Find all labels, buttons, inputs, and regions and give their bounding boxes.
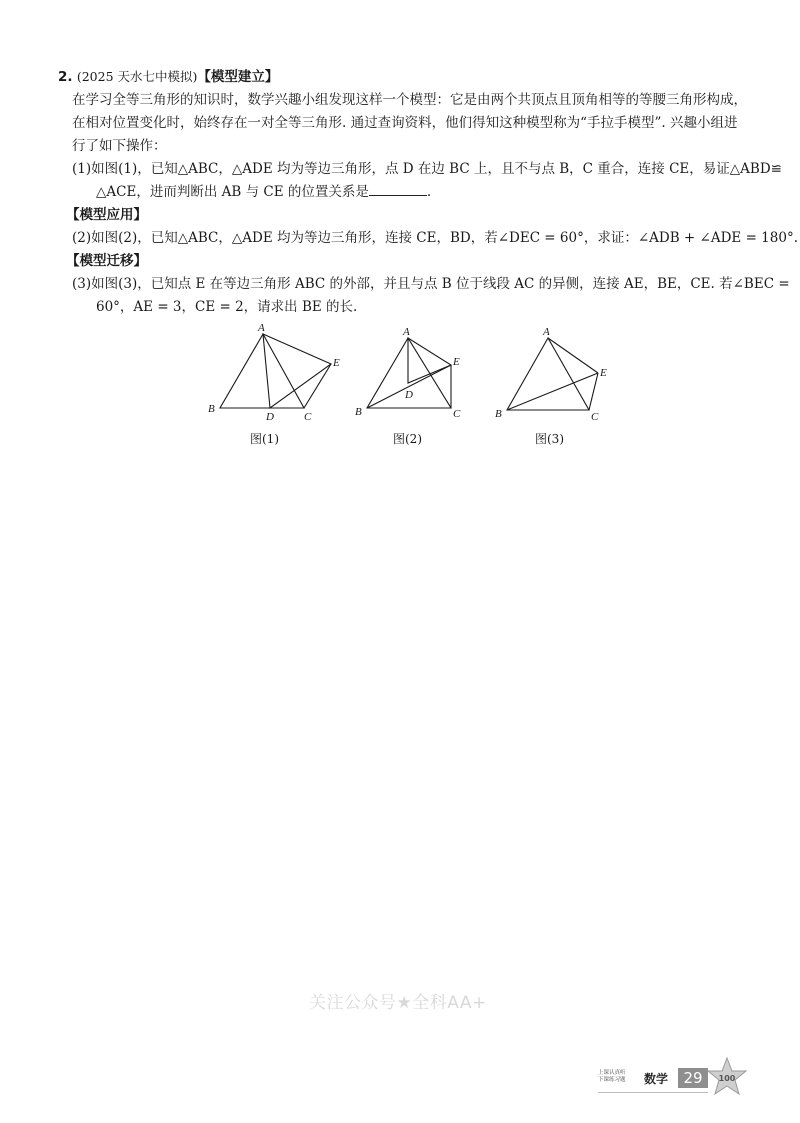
problem-heading: [58, 66, 278, 89]
part3-line-2: 60°，AE = 3，CE = 2，请求出 BE 的长.: [96, 299, 358, 315]
answer-blank[interactable]: [369, 183, 427, 196]
model-build-header: 【模型建立】: [197, 69, 279, 85]
fig2-label-a: A: [403, 326, 410, 338]
figure-2: [350, 320, 470, 429]
footer-tag-line-1: 上课认真听: [598, 1070, 626, 1076]
problem-number: 2.: [58, 69, 73, 85]
fig1-label-a: A: [258, 322, 265, 334]
intro-line-3: 行了如下操作：: [72, 138, 167, 154]
fig3-label-e: E: [600, 367, 607, 379]
badge-text: 100: [718, 1074, 736, 1083]
model-apply-header: 【模型应用】: [66, 207, 147, 223]
part1-text: △ACE，进而判断出 AB 与 CE 的位置关系是: [96, 184, 369, 200]
fig1-label-e: E: [333, 357, 340, 369]
watermark: 关注公众号★全科AA+: [309, 993, 487, 1013]
page-number: 29: [678, 1068, 708, 1088]
page-footer: [598, 1064, 748, 1098]
model-transfer-header: 【模型迁移】: [66, 253, 147, 269]
part1-end: .: [426, 184, 432, 200]
part1-line-1: (1)如图(1)，已知△ABC，△ADE 均为等边三角形，点 D 在边 BC 上，且不与点 B，C 重合，连接 CE，易证△ABD≌: [72, 161, 782, 177]
problem-source: (2025 天水七中模拟): [76, 69, 198, 84]
part1-line-2: [96, 181, 431, 204]
footer-tag: [598, 1070, 626, 1084]
fig3-label-b: B: [495, 408, 502, 420]
footer-rule: [598, 1092, 708, 1093]
figure-1: [200, 320, 350, 429]
intro-line-2: 在相对位置变化时，始终存在一对全等三角形. 通过查询资料，他们得知这种模型称为“手拉手模型”. 兴趣小组进: [72, 115, 738, 131]
part2-line: (2)如图(2)，已知△ABC，△ADE 均为等边三角形，连接 CE，BD，若∠DEC = 60°，求证：∠ADB + ∠ADE = 180°.: [72, 230, 798, 246]
fig2-label-e: E: [453, 356, 460, 368]
figure-2-caption: 图(2): [393, 432, 422, 446]
fig2-label-b: B: [355, 406, 362, 418]
figure-1-caption: 图(1): [250, 432, 279, 446]
fig1-label-d: D: [266, 411, 274, 423]
part3-line-1: (3)如图(3)，已知点 E 在等边三角形 ABC 的外部，并且与点 B 位于线段 AC 的异侧，连接 AE，BE，CE. 若∠BEC =: [72, 276, 790, 292]
fig1-label-c: C: [304, 411, 312, 423]
figure-3: [490, 320, 620, 429]
fig1-label-b: B: [208, 403, 215, 415]
fig2-label-c: C: [453, 408, 461, 420]
fig3-label-c: C: [591, 411, 599, 423]
intro-line-1: 在学习全等三角形的知识时，数学兴趣小组发现这样一个模型：它是由两个共顶点且顶角相等的等腰三角形构成，: [72, 92, 747, 108]
fig3-label-a: A: [543, 326, 550, 338]
fig2-label-d: D: [405, 389, 413, 401]
footer-subject: 数学: [644, 1072, 669, 1086]
footer-tag-line-2: 下课练习题: [598, 1077, 626, 1083]
star-badge-icon: [706, 1056, 748, 1102]
figure-3-caption: 图(3): [535, 432, 564, 446]
